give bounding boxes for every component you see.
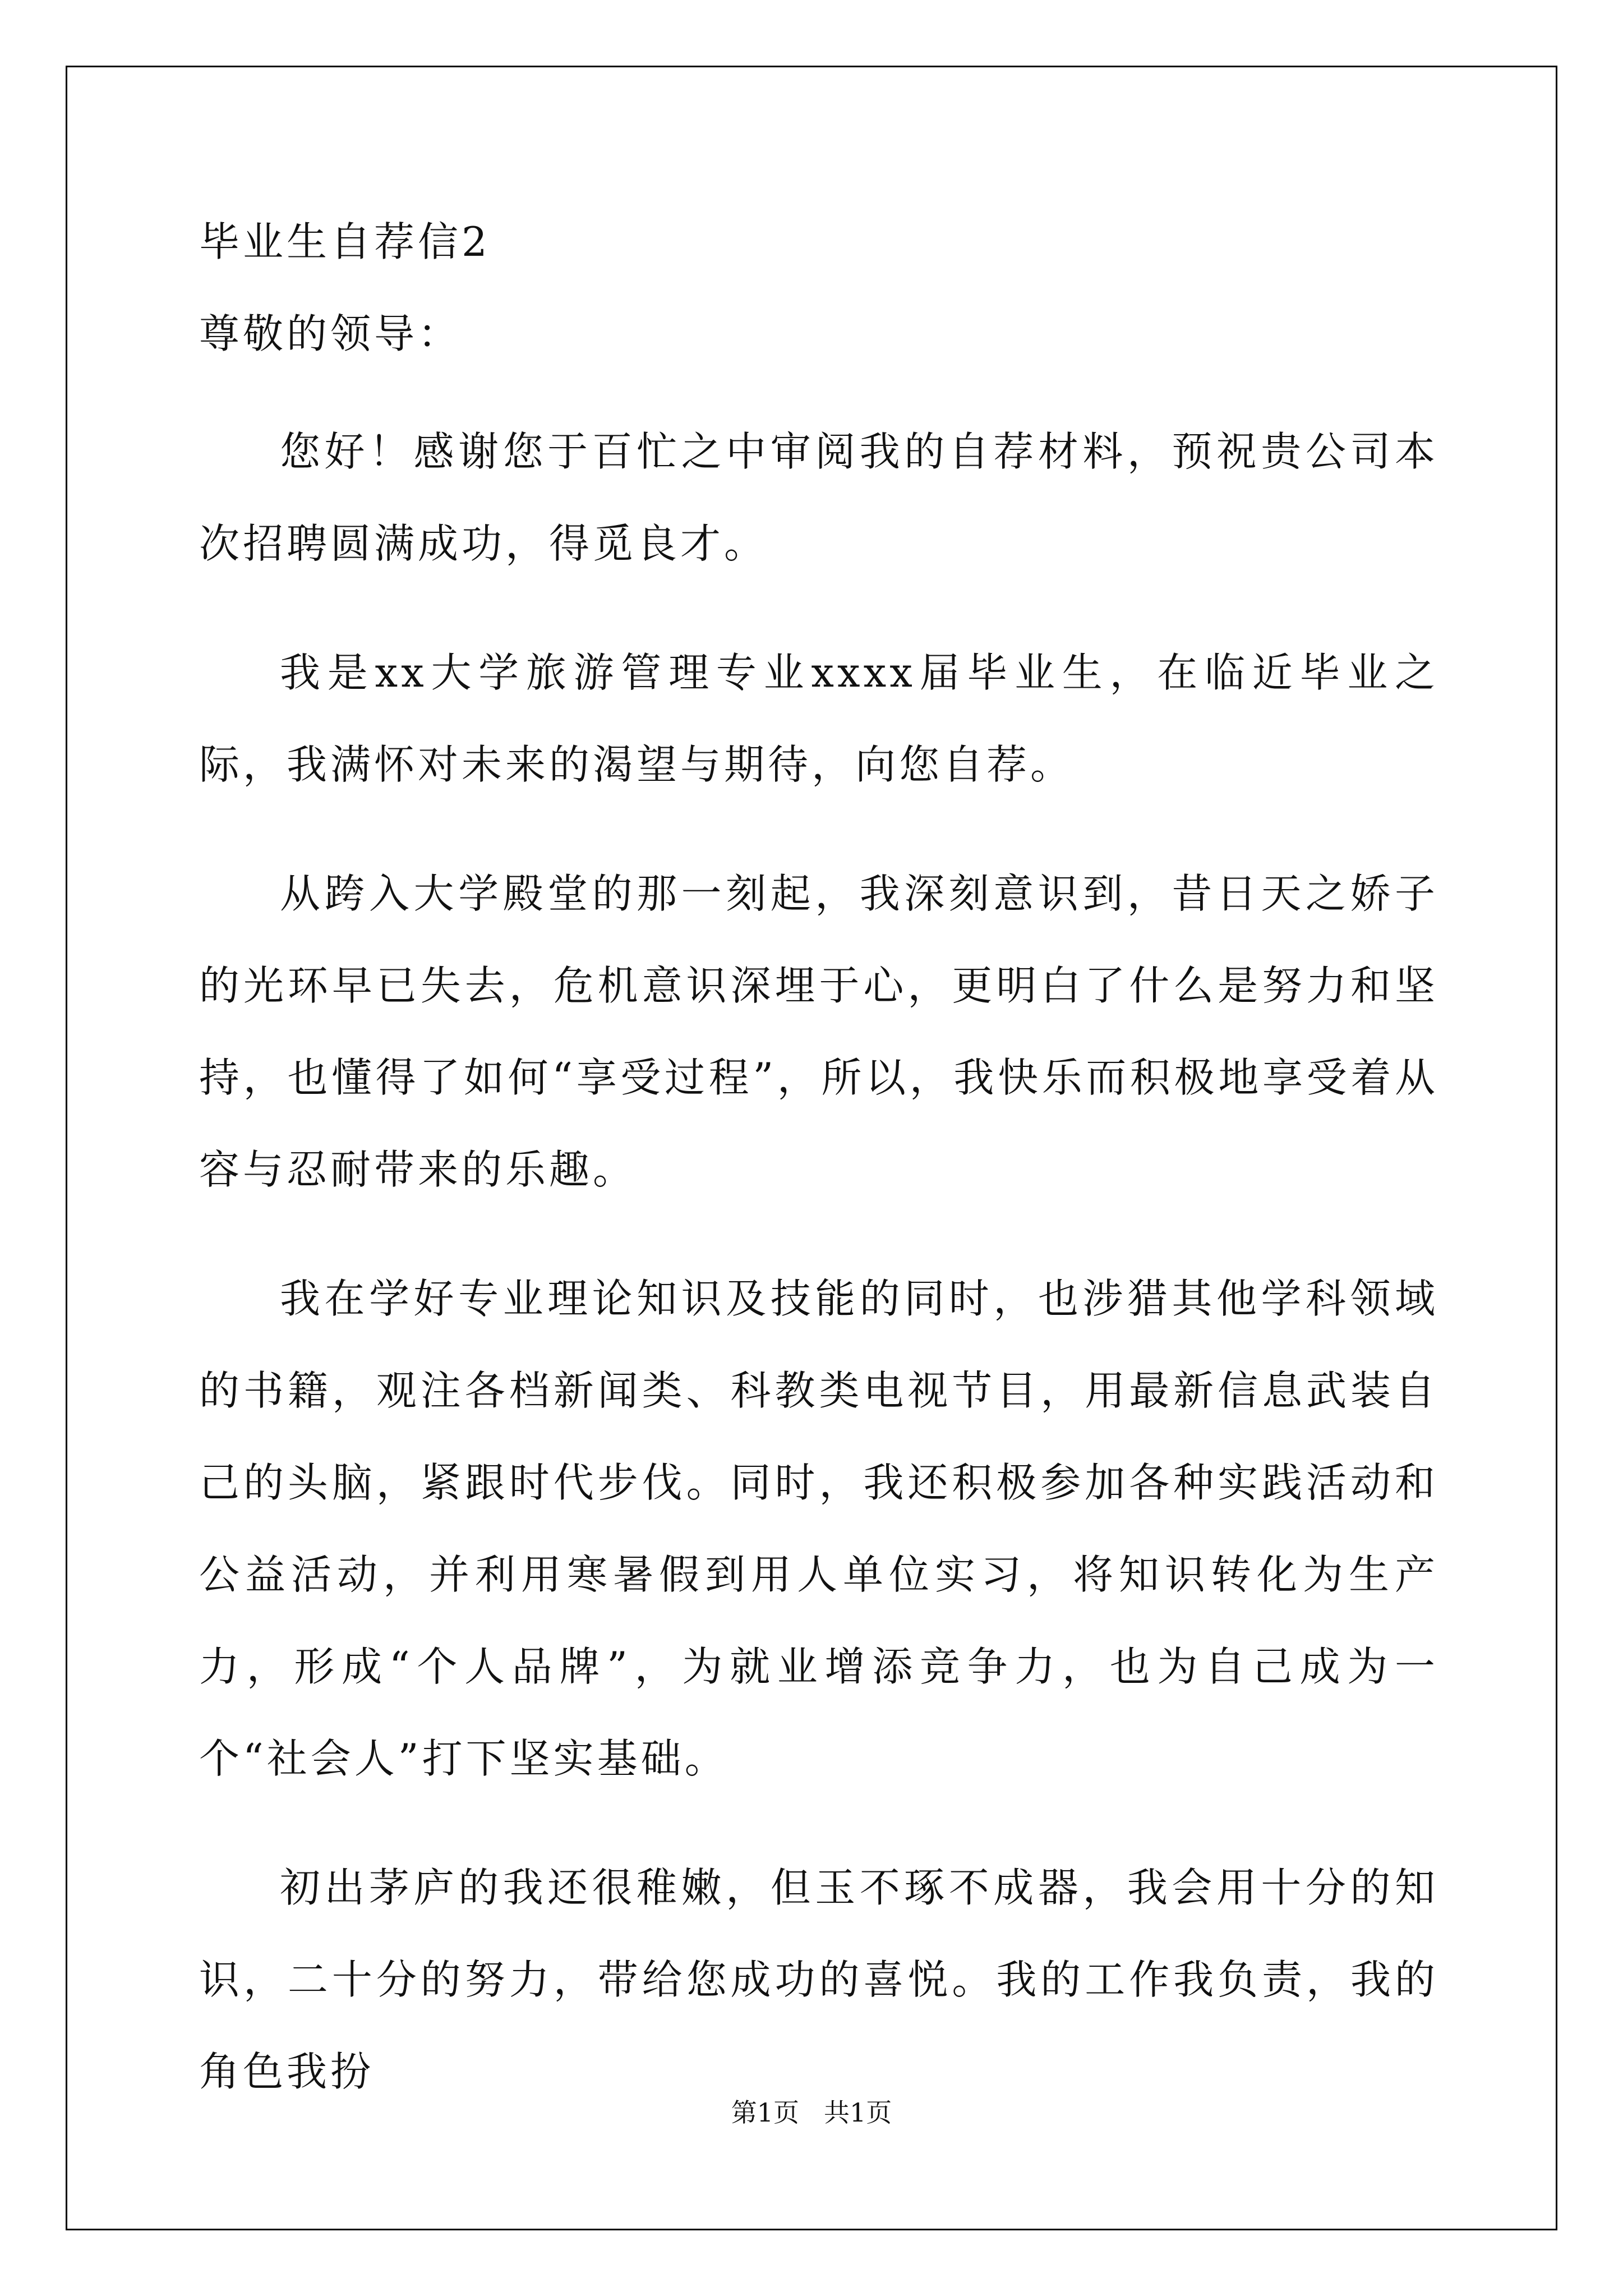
paragraph-5: 初出茅庐的我还很稚嫩，但玉不琢不成器，我会用十分的知识，二十分的努力，带给您成功的喜悦。我的工作我负责，我的角色我扮 — [199, 1864, 1438, 2095]
page-footer — [0, 2098, 1623, 2127]
document-title: 毕业生自荐信2 — [199, 218, 491, 265]
paragraph-2: 我是xx大学旅游管理专业xxxx届毕业生，在临近毕业之际，我满怀对未来的渴望与期待，向您自荐。 — [199, 649, 1438, 788]
paragraph-1: 您好！感谢您于百忙之中审阅我的自荐材料，预祝贵公司本次招聘圆满成功，得觅良才。 — [199, 428, 1438, 567]
footer-spacer — [799, 2097, 824, 2128]
page-number: 第1页 — [731, 2097, 800, 2128]
salutation: 尊敬的领导： — [199, 310, 462, 357]
document-body — [199, 218, 1438, 2155]
page-total: 共1页 — [823, 2097, 892, 2128]
paragraph-4: 我在学好专业理论知识及技能的同时，也涉猎其他学科领域的书籍，观注各档新闻类、科教类电视节目，用最新信息武装自己的头脑，紧跟时代步伐。同时，我还积极参加各种实践活动和公益活动，并利用寒暑假到用人单位实习，将知识转化为生产力，形成“个人品牌”，为就业增添竞争力，也为自己成为一个“社会人”打下坚实基础。 — [199, 1275, 1438, 1782]
paragraph-3: 从跨入大学殿堂的那一刻起，我深刻意识到，昔日天之娇子的光环早已失去，危机意识深埋于心，更明白了什么是努力和坚持，也懂得了如何“享受过程”，所以，我快乐而积极地享受着从容与忍耐带来的乐趣。 — [199, 870, 1438, 1193]
